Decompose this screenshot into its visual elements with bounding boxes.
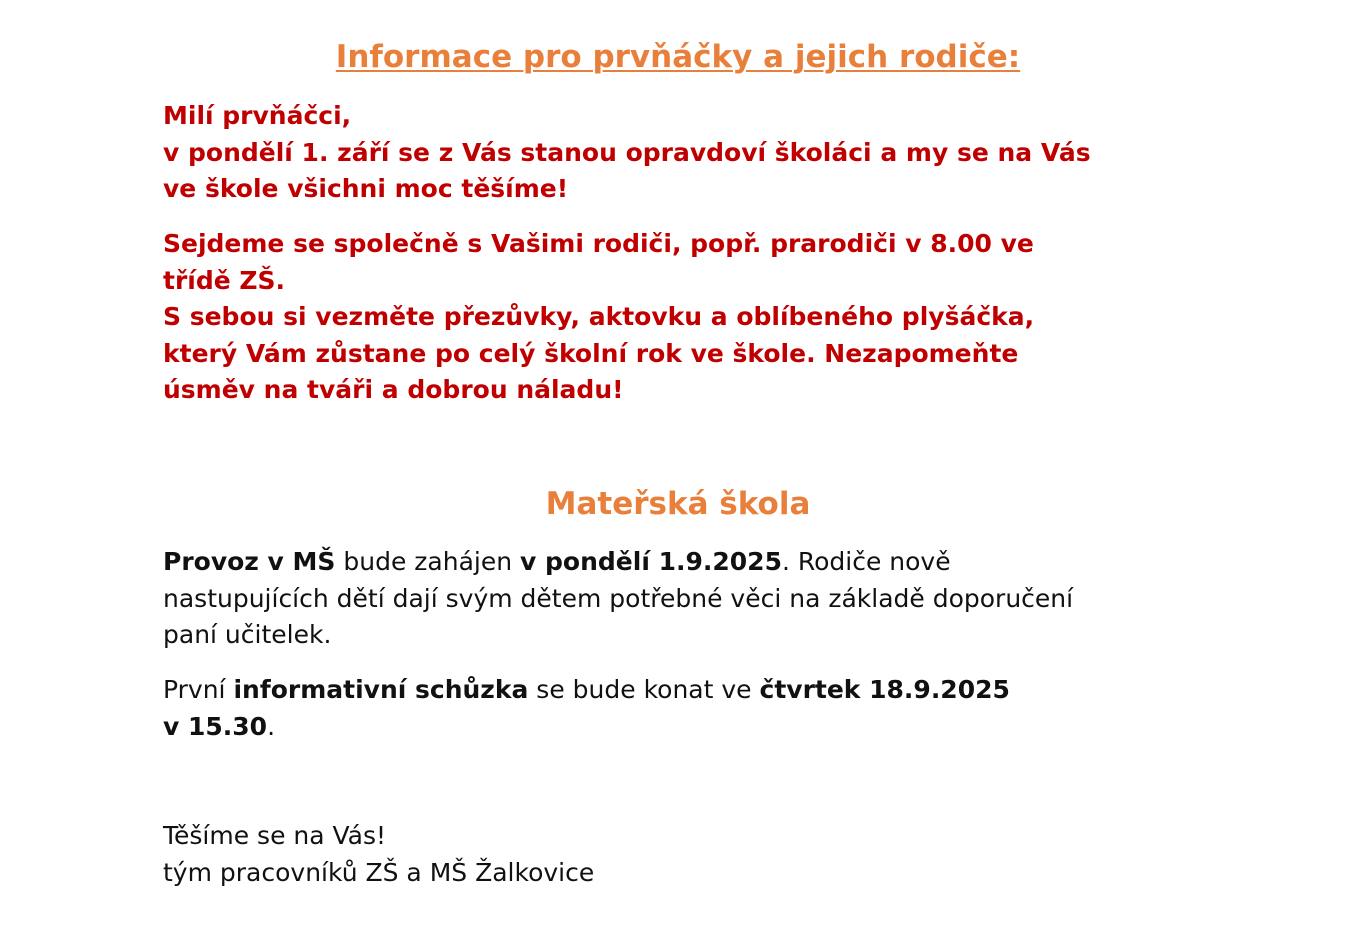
closing-signature [163, 818, 594, 891]
ms-meeting-line [163, 709, 1010, 746]
ms-meeting-text: První [163, 675, 234, 704]
closing-line: Těšíme se na Vás! [163, 821, 387, 850]
ms-operation-line: nastupujících dětí dají svým dětem potřebné věci na základě doporučení [163, 583, 1074, 613]
ms-operation-text: bude zahájen [335, 547, 521, 576]
ms-operation-paragraph [163, 544, 1073, 654]
ms-operation-line: paní učitelek. [163, 620, 332, 649]
greeting-line: Milí prvňáčci, [163, 101, 352, 130]
greeting-line: ve škole všichni moc těšíme! [163, 174, 569, 203]
meeting-line: S sebou si vezměte přezůvky, aktovku a oblíbeného plyšáčka, [163, 302, 1035, 331]
ms-meeting-line [163, 672, 1010, 709]
greeting-line: v pondělí 1. září se z Vás stanou opravdoví školáci a my se na Vás [163, 137, 1091, 167]
page-title: Informace pro prvňáčky a jejich rodiče: [335, 39, 1021, 75]
ms-meeting-text: se bude konat ve [528, 675, 760, 704]
greeting-paragraph [163, 98, 1091, 208]
signature-line: tým pracovníků ZŠ a MŠ Žalkovice [163, 857, 595, 887]
ms-meeting-text: . [267, 711, 276, 741]
ms-meeting-paragraph [163, 672, 1010, 745]
ms-meeting-bold: informativní schůzka [233, 675, 529, 704]
meeting-line: Sejdeme se společně s Vašimi rodiči, popř. prarodiči v 8.00 ve [163, 229, 1034, 258]
ms-operation-text: . Rodiče nově [781, 547, 951, 576]
meeting-line: úsměv na tváři a dobrou náladu! [163, 375, 624, 404]
ms-section-title: Mateřská škola [545, 486, 811, 522]
meeting-paragraph [163, 226, 1034, 409]
ms-operation-bold: Provoz v MŠ [163, 547, 336, 576]
ms-meeting-time: v 15.30 [163, 711, 268, 741]
ms-meeting-date: čtvrtek 18.9.2025 [759, 675, 1010, 704]
ms-operation-line [163, 544, 1073, 581]
ms-start-date: v pondělí 1.9.2025 [520, 547, 782, 576]
meeting-line: který Vám zůstane po celý školní rok ve škole. Nezapomeňte [163, 338, 1019, 368]
meeting-line: třídě ZŠ. [163, 265, 286, 295]
